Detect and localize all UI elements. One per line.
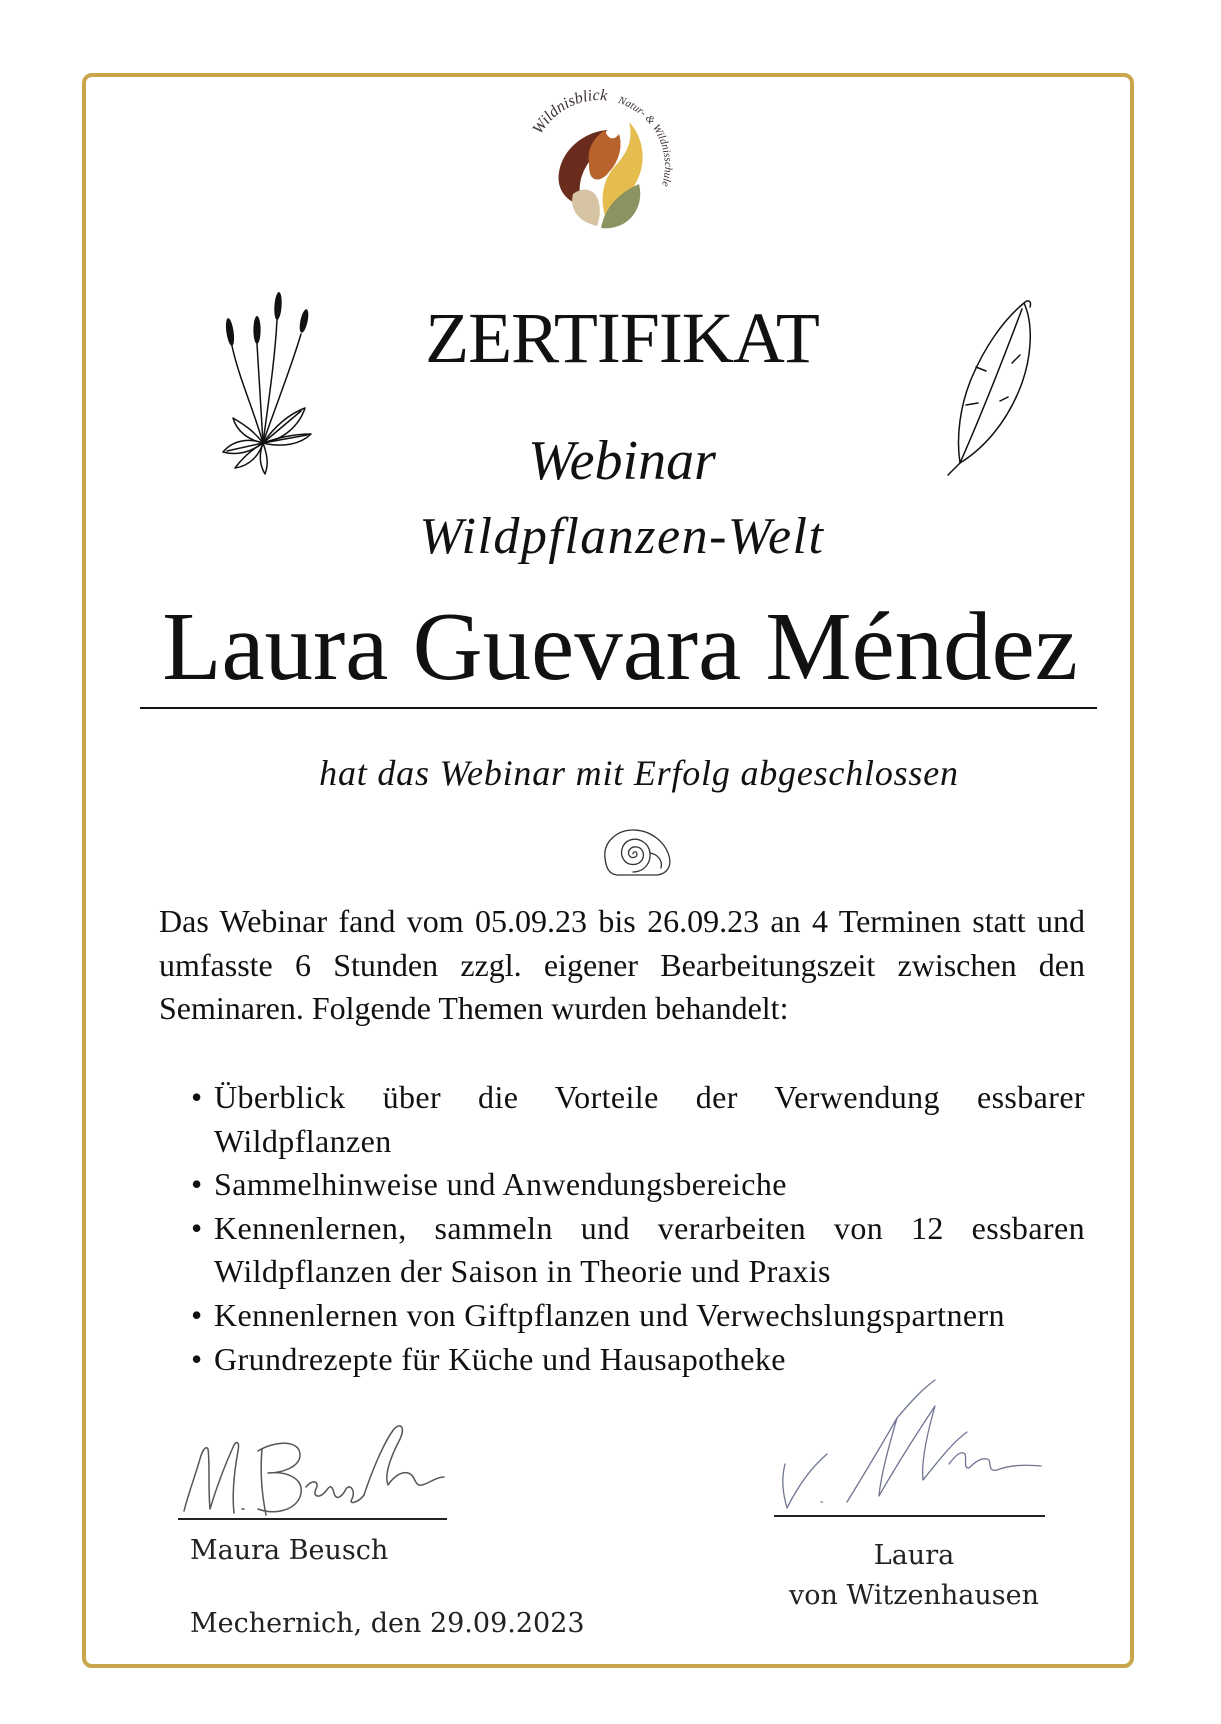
course-name: Wildpflanzen-Welt [419,508,825,565]
list-item: • Grundrezepte für Küche und Hausapotheke [214,1338,1085,1382]
certificate-title: ZERTIFIKAT [425,298,819,378]
signer-name-left: Maura Beusch [190,1535,389,1566]
snail-shell-icon [597,824,677,880]
logo-name: Wildnisblick [529,87,608,138]
signer-name-right [774,1536,1054,1616]
plantain-plant-icon [219,288,315,478]
signer-name-right-line: Laura [873,1540,955,1571]
signature-right [777,1376,1043,1516]
topics-list [214,1076,1085,1381]
course-description: Das Webinar fand vom 05.09.23 bis 26.09.23 an 4 Terminen statt und umfasste 6 Stunden zzgl. eigener Bearbeitungszeit zwischen den Seminaren. Folgende Themen wurden behandelt: [159,903,1085,1027]
logo-flame-icon [559,122,643,228]
list-item: • Überblick über die Vorteile der Verwendung essbarer Wildpflanzen [214,1076,1085,1163]
signer-name-right-line: von Witzenhausen [789,1580,1039,1611]
feather-icon [938,297,1033,479]
recipient-underline [140,707,1097,709]
signature-left [178,1415,450,1519]
logo [509,76,689,256]
list-item: • Kennenlernen, sammeln und verarbeiten von 12 essbaren Wildpflanzen der Saison in Theorie und Praxis [214,1207,1085,1294]
list-item: • Kennenlernen von Giftpflanzen und Verwechslungspartnern [214,1294,1085,1338]
course-type: Webinar [528,430,716,492]
completion-statement: hat das Webinar mit Erfolg abgeschlossen [319,753,959,793]
place-and-date: Mechernich, den 29.09.2023 [190,1608,585,1639]
logo-tagline: Natur- & Wildnisschule [616,94,674,188]
signature-line-right [774,1515,1045,1517]
list-item: • Sammelhinweise und Anwendungsbereiche [214,1163,1085,1207]
recipient-name: Laura Guevara Méndez [162,593,1078,700]
signature-line-left [178,1518,447,1520]
